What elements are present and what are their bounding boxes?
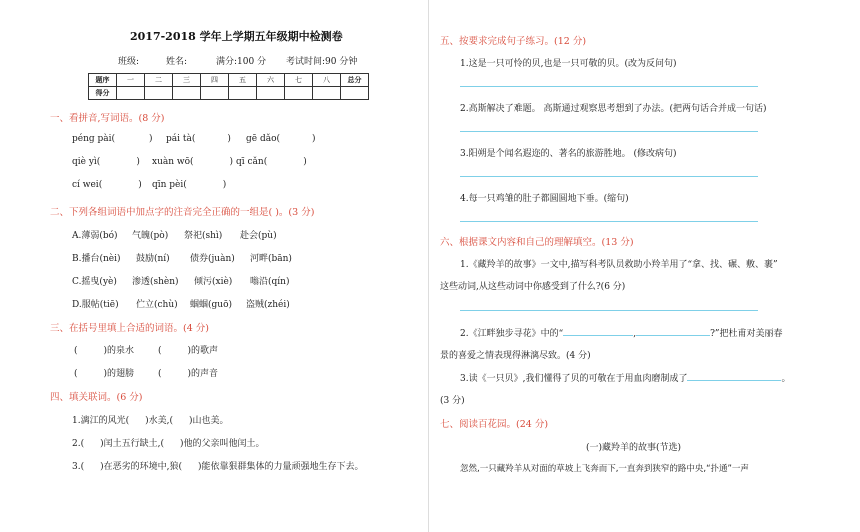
section-5-heading: 五、按要求完成句子练习。(12 分) [440, 36, 587, 47]
answer-line[interactable] [460, 131, 758, 132]
option-c: C.摇曳(yè) 渗透(shèn) 倾污(xiè) 嗡沿(qín) [72, 277, 290, 287]
score-table-header [89, 74, 369, 87]
answer-blank[interactable] [563, 335, 633, 336]
score-header-cell: 三 [173, 74, 201, 87]
option-a: A.薄弱(bó) 气魄(pò) 祭祀(shì) 赴会(pù) [72, 231, 277, 241]
question-text: 3.读《一只贝》,我们懂得了贝的可敬在于用血肉磨制成了 。 [460, 374, 791, 384]
answer-line[interactable] [460, 176, 758, 177]
pinyin-item: xuàn wō( ) [152, 157, 234, 167]
score-cell[interactable] [201, 87, 229, 100]
passage-title: (一)藏羚羊的故事(节选) [586, 443, 682, 453]
sentence-item: 4.每一只鸡雏的肚子都圆圆地下垂。(缩句) [460, 194, 629, 204]
fill-item: ( )的声音 [158, 369, 219, 379]
question-text: 1.《藏羚羊的故事》一文中,描写科考队员救助小羚羊用了“拿、找、碾、敷、裹” [460, 260, 778, 270]
section-7-heading: 七、阅读百花园。(24 分) [440, 419, 549, 430]
fill-item: ( )的翅膀 [74, 369, 135, 379]
score-cell[interactable] [313, 87, 341, 100]
score-table [88, 73, 369, 100]
conjunction-item: 3.( )在恶劣的环境中,狼( )能依靠狠群集体的力量顽强地生存下去。 [72, 462, 364, 472]
score-header-cell: 四 [201, 74, 229, 87]
answer-line[interactable] [460, 221, 758, 222]
pinyin-item: qī cǎn( ) [236, 157, 307, 167]
page-title: 2017-2018 学年上学期五年级期中检测卷 [130, 30, 343, 43]
question-text: (3 分) [440, 396, 465, 406]
sentence-item: 1.这是一只可怜的贝,也是一只可敬的贝。(改为反问句) [460, 59, 677, 69]
answer-line[interactable] [460, 86, 758, 87]
score-header-cell: 二 [145, 74, 173, 87]
class-label: 班级: [118, 57, 140, 67]
score-row-label: 得分 [89, 87, 117, 100]
score-header-cell: 题序 [89, 74, 117, 87]
pinyin-item: pái tà( ) [166, 134, 231, 144]
pinyin-item: qīn pèi( ) [152, 180, 227, 190]
exam-time: 考试时间:90 分钟 [286, 57, 358, 67]
score-header-cell: 六 [257, 74, 285, 87]
section-4-heading: 四、填关联词。(6 分) [50, 392, 143, 403]
pinyin-item: cí wei( ) [72, 180, 142, 190]
fill-item: ( )的歌声 [158, 346, 219, 356]
score-header-cell: 总分 [341, 74, 369, 87]
section-1-heading: 一、看拼音,写词语。(8 分) [50, 113, 165, 124]
full-score: 满分:100 分 [216, 57, 267, 67]
section-6-heading: 六、根据课文内容和自己的理解填空。(13 分) [440, 237, 634, 248]
score-header-cell: 五 [229, 74, 257, 87]
score-table-row [89, 87, 369, 100]
score-header-cell: 一 [117, 74, 145, 87]
score-cell[interactable] [341, 87, 369, 100]
sentence-item: 2.高斯解决了难题。 高斯通过观察思考想到了办法。(把两句话合并成一句话) [460, 104, 767, 114]
answer-blank[interactable] [687, 380, 781, 381]
name-label: 姓名: [166, 57, 188, 67]
section-3-heading: 三、在括号里填上合适的词语。(4 分) [50, 323, 209, 334]
question-text: 景的喜爱之情表现得淋漓尽致。(4 分) [440, 351, 591, 361]
option-d: D.服帖(tiē) 伫立(chù) 蝈蝈(guō) 盗贼(zhéi) [72, 300, 290, 310]
answer-blank[interactable] [636, 335, 710, 336]
column-divider [428, 0, 429, 532]
score-cell[interactable] [145, 87, 173, 100]
question-text: 2.《江畔独步寻花》中的“ , ?”把杜甫对美丽春 [460, 329, 783, 339]
score-cell[interactable] [173, 87, 201, 100]
score-cell[interactable] [257, 87, 285, 100]
sentence-item: 3.阳朔是个闻名遐迩的、著名的旅游胜地。 (修改病句) [460, 149, 677, 159]
question-text: 这些动词,从这些动词中你感受到了什么?(6 分) [440, 282, 626, 292]
pinyin-item: qiè yì( ) [72, 157, 140, 167]
conjunction-item: 2.( )闰土五行缺土,( )他的父亲叫他闰土。 [72, 439, 265, 449]
conjunction-item: 1.漓江的风光( )水美,( )山也美。 [72, 416, 229, 426]
score-cell[interactable] [117, 87, 145, 100]
option-b: B.播台(nèi) 鼓励(ní) 债券(juàn) 河畔(bān) [72, 254, 292, 264]
score-header-cell: 八 [313, 74, 341, 87]
pinyin-item: péng pài( ) [72, 134, 153, 144]
fill-item: ( )的泉水 [74, 346, 135, 356]
score-cell[interactable] [285, 87, 313, 100]
passage-text: 忽然,一只藏羚羊从对面的草坡上飞奔而下,一直奔到狭窄的路中央,“扑通”一声 [460, 464, 749, 474]
answer-line[interactable] [460, 310, 758, 311]
pinyin-item: gē dǎo( ) [246, 134, 316, 144]
score-header-cell: 七 [285, 74, 313, 87]
score-cell[interactable] [229, 87, 257, 100]
section-2-heading: 二、下列各组词语中加点字的注音完全正确的一组是( )。(3 分) [50, 207, 315, 218]
